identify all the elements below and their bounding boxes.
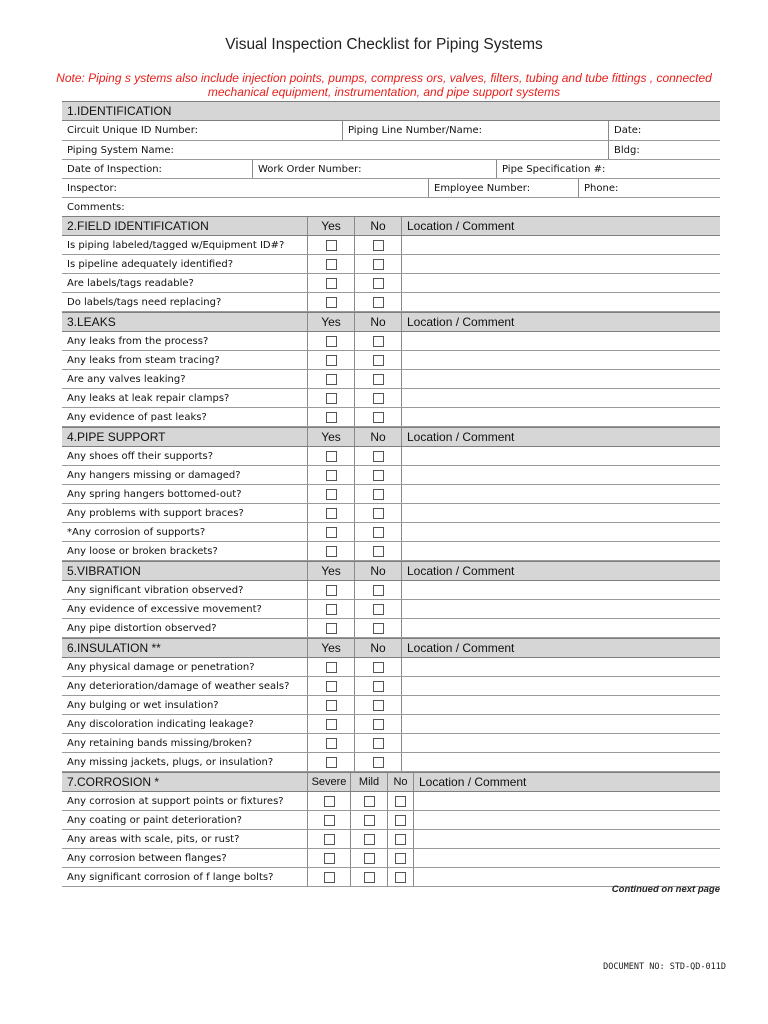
identification-field[interactable]: Inspector:	[67, 182, 117, 194]
checkbox-cell	[307, 447, 354, 465]
location-comment-field[interactable]	[401, 293, 720, 311]
identification-field[interactable]: Piping System Name:	[67, 144, 174, 156]
identification-field[interactable]: Bldg:	[608, 141, 720, 159]
checkbox[interactable]	[373, 489, 384, 500]
identification-field[interactable]: Date of Inspection:	[67, 163, 162, 175]
checkbox-cell	[307, 600, 354, 618]
checkbox-cell	[354, 696, 401, 714]
identification-row	[62, 160, 720, 179]
checkbox-cell	[354, 447, 401, 465]
question-label: Any evidence of excessive movement?	[67, 603, 262, 615]
checkbox[interactable]	[364, 872, 375, 883]
checkbox[interactable]	[364, 796, 375, 807]
checkbox-cell	[354, 274, 401, 292]
identification-field[interactable]: Comments:	[67, 201, 125, 213]
checklist-row	[62, 734, 720, 753]
checklist-row	[62, 255, 720, 274]
column-header: No	[354, 217, 401, 235]
checkbox[interactable]	[373, 451, 384, 462]
checkbox[interactable]	[326, 662, 337, 673]
checkbox-cell	[350, 811, 387, 829]
document-number: DOCUMENT NO: STD-QD-011D	[603, 962, 726, 972]
checkbox-cell	[350, 868, 387, 886]
checklist-row	[62, 811, 720, 830]
section-header	[62, 638, 720, 658]
section-header	[62, 101, 720, 121]
checkbox[interactable]	[326, 393, 337, 404]
checkbox-cell	[354, 485, 401, 503]
checkbox[interactable]	[326, 604, 337, 615]
location-comment-field[interactable]	[401, 236, 720, 254]
location-comment-field[interactable]	[401, 715, 720, 733]
checkbox-cell	[354, 658, 401, 676]
checkbox-cell	[307, 504, 354, 522]
checkbox[interactable]	[326, 470, 337, 481]
question-label: Is pipeline adequately identified?	[67, 258, 234, 270]
checkbox[interactable]	[326, 278, 337, 289]
question-label: Any pipe distortion observed?	[67, 622, 217, 634]
question-label: Any leaks from steam tracing?	[67, 354, 220, 366]
checkbox[interactable]	[326, 700, 337, 711]
question-label: *Any corrosion of supports?	[67, 526, 206, 538]
checkbox[interactable]	[326, 585, 337, 596]
checkbox-cell	[354, 715, 401, 733]
checklist-row	[62, 696, 720, 715]
checkbox-cell	[307, 868, 350, 886]
section-title: 2.FIELD IDENTIFICATION	[67, 219, 209, 233]
checklist-row	[62, 849, 720, 868]
checklist-row	[62, 447, 720, 466]
location-comment-field[interactable]	[401, 658, 720, 676]
checkbox[interactable]	[373, 470, 384, 481]
checklist-row	[62, 485, 720, 504]
checkbox-cell	[354, 236, 401, 254]
checkbox[interactable]	[373, 278, 384, 289]
checkbox[interactable]	[326, 527, 337, 538]
checklist-row	[62, 236, 720, 255]
checkbox[interactable]	[373, 681, 384, 692]
checkbox[interactable]	[326, 240, 337, 251]
identification-field[interactable]: Circuit Unique ID Number:	[67, 125, 199, 136]
section-header	[62, 772, 720, 792]
location-comment-field[interactable]	[401, 332, 720, 350]
checkbox[interactable]	[373, 412, 384, 423]
checkbox[interactable]	[373, 259, 384, 270]
checkbox-cell	[307, 830, 350, 848]
checkbox-cell	[354, 504, 401, 522]
column-header: Yes	[307, 313, 354, 331]
checkbox[interactable]	[373, 585, 384, 596]
checkbox[interactable]	[326, 336, 337, 347]
column-header: Yes	[307, 562, 354, 580]
checkbox-cell	[307, 658, 354, 676]
column-header: No	[354, 313, 401, 331]
location-comment-field[interactable]	[401, 734, 720, 752]
column-header: Location / Comment	[401, 562, 720, 580]
checkbox-cell	[354, 332, 401, 350]
checklist-row	[62, 658, 720, 677]
checklist-row	[62, 351, 720, 370]
section-title: 1.IDENTIFICATION	[67, 104, 172, 118]
checklist-row	[62, 523, 720, 542]
question-label: Any problems with support braces?	[67, 507, 244, 519]
checklist-row	[62, 466, 720, 485]
section-header	[62, 561, 720, 581]
checkbox[interactable]	[326, 412, 337, 423]
checkbox-cell	[307, 408, 354, 426]
checkbox[interactable]	[373, 336, 384, 347]
checkbox-cell	[387, 830, 413, 848]
location-comment-field[interactable]	[401, 274, 720, 292]
checkbox-cell	[354, 600, 401, 618]
column-header: Severe	[307, 773, 350, 791]
checkbox[interactable]	[395, 796, 406, 807]
location-comment-field[interactable]	[401, 485, 720, 503]
identification-field[interactable]: Phone:	[578, 179, 720, 197]
question-label: Are labels/tags readable?	[67, 277, 194, 289]
identification-field[interactable]: Employee Number:	[428, 179, 578, 197]
checkbox-cell	[354, 466, 401, 484]
checkbox-cell	[307, 293, 354, 311]
checklist-row	[62, 581, 720, 600]
checkbox[interactable]	[324, 834, 335, 845]
location-comment-field[interactable]	[401, 370, 720, 388]
location-comment-field[interactable]	[401, 753, 720, 771]
checkbox[interactable]	[364, 853, 375, 864]
checkbox[interactable]	[326, 355, 337, 366]
checklist-row	[62, 542, 720, 561]
checklist-form	[62, 101, 720, 887]
checkbox[interactable]	[364, 834, 375, 845]
checklist-row	[62, 619, 720, 638]
question-label: Any significant corrosion of f lange bolts?	[67, 871, 274, 883]
checkbox-cell	[307, 753, 354, 771]
checkbox[interactable]	[373, 355, 384, 366]
checklist-row	[62, 408, 720, 427]
checkbox[interactable]	[326, 757, 337, 768]
checkbox-cell	[307, 466, 354, 484]
question-label: Is piping labeled/tagged w/Equipment ID#?	[67, 239, 285, 251]
checkbox[interactable]	[373, 738, 384, 749]
question-label: Any leaks from the process?	[67, 335, 209, 347]
checkbox-cell	[307, 523, 354, 541]
checkbox-cell	[307, 792, 350, 810]
checkbox-cell	[354, 293, 401, 311]
question-label: Any physical damage or penetration?	[67, 661, 255, 673]
section-header	[62, 427, 720, 447]
checkbox[interactable]	[373, 240, 384, 251]
question-label: Any significant vibration observed?	[67, 584, 244, 596]
identification-row	[62, 198, 720, 216]
checkbox-cell	[307, 849, 350, 867]
identification-row	[62, 121, 720, 141]
checkbox-cell	[307, 274, 354, 292]
checkbox[interactable]	[395, 815, 406, 826]
checkbox-cell	[354, 581, 401, 599]
checkbox-cell	[387, 868, 413, 886]
checklist-row	[62, 332, 720, 351]
question-label: Any discoloration indicating leakage?	[67, 718, 254, 730]
checkbox[interactable]	[324, 796, 335, 807]
checkbox-cell	[354, 542, 401, 560]
location-comment-field[interactable]	[413, 849, 720, 867]
checklist-row	[62, 792, 720, 811]
checkbox[interactable]	[373, 604, 384, 615]
location-comment-field[interactable]	[401, 447, 720, 465]
checkbox[interactable]	[373, 719, 384, 730]
checkbox-cell	[307, 811, 350, 829]
column-header: Location / Comment	[413, 773, 720, 791]
checklist-row	[62, 753, 720, 772]
checkbox[interactable]	[364, 815, 375, 826]
location-comment-field[interactable]	[413, 792, 720, 810]
checkbox-cell	[350, 830, 387, 848]
scope-note: Note: Piping s ystems also include injection points, pumps, compress ors, valves, filters, tubing and tube fittings , connected mechanical equipment, instrumentation, and pipe support systems	[56, 71, 712, 99]
checkbox[interactable]	[373, 527, 384, 538]
checklist-row	[62, 830, 720, 849]
column-header: Location / Comment	[401, 428, 720, 446]
location-comment-field[interactable]	[401, 408, 720, 426]
question-label: Any retaining bands missing/broken?	[67, 737, 253, 749]
checklist-row	[62, 370, 720, 389]
checkbox[interactable]	[324, 853, 335, 864]
checkbox[interactable]	[373, 662, 384, 673]
checklist-row	[62, 504, 720, 523]
checkbox[interactable]	[373, 297, 384, 308]
question-label: Any leaks at leak repair clamps?	[67, 392, 230, 404]
identification-field[interactable]: Pipe Specification #:	[496, 160, 720, 178]
checkbox[interactable]	[324, 815, 335, 826]
column-header: Location / Comment	[401, 217, 720, 235]
checkbox-cell	[387, 811, 413, 829]
identification-row	[62, 141, 720, 160]
question-label: Any corrosion between flanges?	[67, 852, 227, 864]
question-label: Any loose or broken brackets?	[67, 545, 218, 557]
checkbox[interactable]	[324, 872, 335, 883]
checkbox-cell	[354, 523, 401, 541]
location-comment-field[interactable]	[401, 581, 720, 599]
checkbox-cell	[354, 351, 401, 369]
checkbox[interactable]	[326, 681, 337, 692]
continued-note: Continued on next page	[611, 884, 720, 895]
identification-row	[62, 179, 720, 198]
location-comment-field[interactable]	[401, 542, 720, 560]
question-label: Any areas with scale, pits, or rust?	[67, 833, 240, 845]
checkbox[interactable]	[373, 623, 384, 634]
checkbox-cell	[307, 696, 354, 714]
checklist-row	[62, 274, 720, 293]
section-header	[62, 312, 720, 332]
column-header: Yes	[307, 217, 354, 235]
checkbox-cell	[350, 792, 387, 810]
column-header: Location / Comment	[401, 639, 720, 657]
checkbox-cell	[387, 849, 413, 867]
checkbox[interactable]	[326, 259, 337, 270]
identification-field[interactable]: Work Order Number:	[252, 160, 496, 178]
column-header: No	[354, 428, 401, 446]
checkbox[interactable]	[326, 719, 337, 730]
checkbox-cell	[307, 236, 354, 254]
checkbox-cell	[307, 542, 354, 560]
checkbox[interactable]	[373, 757, 384, 768]
checkbox[interactable]	[373, 700, 384, 711]
column-header: Yes	[307, 639, 354, 657]
checkbox-cell	[350, 849, 387, 867]
location-comment-field[interactable]	[401, 255, 720, 273]
checkbox[interactable]	[395, 853, 406, 864]
checkbox[interactable]	[395, 834, 406, 845]
question-label: Any shoes off their supports?	[67, 450, 214, 462]
location-comment-field[interactable]	[401, 466, 720, 484]
checkbox[interactable]	[326, 546, 337, 557]
location-comment-field[interactable]	[413, 811, 720, 829]
checkbox-cell	[354, 677, 401, 695]
checklist-row	[62, 677, 720, 696]
column-header: No	[387, 773, 413, 791]
checkbox[interactable]	[326, 623, 337, 634]
question-label: Do labels/tags need replacing?	[67, 296, 222, 308]
location-comment-field[interactable]	[401, 696, 720, 714]
checkbox-cell	[354, 255, 401, 273]
checkbox[interactable]	[326, 451, 337, 462]
checkbox[interactable]	[326, 738, 337, 749]
checkbox-cell	[307, 734, 354, 752]
checkbox-cell	[307, 677, 354, 695]
checkbox-cell	[354, 389, 401, 407]
checkbox-cell	[387, 792, 413, 810]
identification-field[interactable]: Date:	[608, 121, 720, 140]
checkbox[interactable]	[326, 374, 337, 385]
question-label: Any spring hangers bottomed-out?	[67, 488, 242, 500]
section-title: 4.PIPE SUPPORT	[67, 430, 166, 444]
section-title: 6.INSULATION **	[67, 641, 161, 655]
checkbox-cell	[354, 370, 401, 388]
checkbox-cell	[354, 408, 401, 426]
column-header: Location / Comment	[401, 313, 720, 331]
checkbox-cell	[354, 734, 401, 752]
checkbox-cell	[307, 332, 354, 350]
location-comment-field[interactable]	[401, 600, 720, 618]
checkbox[interactable]	[373, 393, 384, 404]
checkbox-cell	[307, 485, 354, 503]
checkbox-cell	[307, 715, 354, 733]
question-label: Any coating or paint deterioration?	[67, 814, 242, 826]
question-label: Any deterioration/damage of weather seals?	[67, 680, 290, 692]
checkbox-cell	[307, 351, 354, 369]
checkbox[interactable]	[373, 374, 384, 385]
checklist-row	[62, 293, 720, 312]
section-header	[62, 216, 720, 236]
checklist-row	[62, 389, 720, 408]
column-header: Yes	[307, 428, 354, 446]
question-label: Any hangers missing or damaged?	[67, 469, 241, 481]
checkbox[interactable]	[326, 297, 337, 308]
location-comment-field[interactable]	[401, 619, 720, 637]
column-header: No	[354, 562, 401, 580]
checkbox-cell	[307, 619, 354, 637]
checkbox[interactable]	[395, 872, 406, 883]
location-comment-field[interactable]	[401, 504, 720, 522]
checkbox[interactable]	[373, 546, 384, 557]
checklist-row	[62, 600, 720, 619]
page-title: Visual Inspection Checklist for Piping Systems	[225, 36, 543, 53]
question-label: Any bulging or wet insulation?	[67, 699, 219, 711]
identification-field[interactable]: Piping Line Number/Name:	[342, 121, 608, 140]
column-header: No	[354, 639, 401, 657]
checklist-row	[62, 715, 720, 734]
section-title: 5.VIBRATION	[67, 564, 141, 578]
question-label: Any evidence of past leaks?	[67, 411, 207, 423]
question-label: Any corrosion at support points or fixtures?	[67, 795, 284, 807]
question-label: Any missing jackets, plugs, or insulation?	[67, 756, 274, 768]
checkbox-cell	[307, 370, 354, 388]
checkbox-cell	[307, 581, 354, 599]
section-title: 7.CORROSION *	[67, 775, 160, 789]
checkbox[interactable]	[326, 489, 337, 500]
column-header: Mild	[350, 773, 387, 791]
location-comment-field[interactable]	[401, 389, 720, 407]
location-comment-field[interactable]	[401, 677, 720, 695]
location-comment-field[interactable]	[413, 830, 720, 848]
location-comment-field[interactable]	[401, 523, 720, 541]
location-comment-field[interactable]	[401, 351, 720, 369]
checkbox[interactable]	[326, 508, 337, 519]
checkbox-cell	[307, 255, 354, 273]
checkbox-cell	[354, 753, 401, 771]
question-label: Are any valves leaking?	[67, 373, 186, 385]
checkbox-cell	[307, 389, 354, 407]
section-title: 3.LEAKS	[67, 315, 116, 329]
checkbox[interactable]	[373, 508, 384, 519]
checkbox-cell	[354, 619, 401, 637]
